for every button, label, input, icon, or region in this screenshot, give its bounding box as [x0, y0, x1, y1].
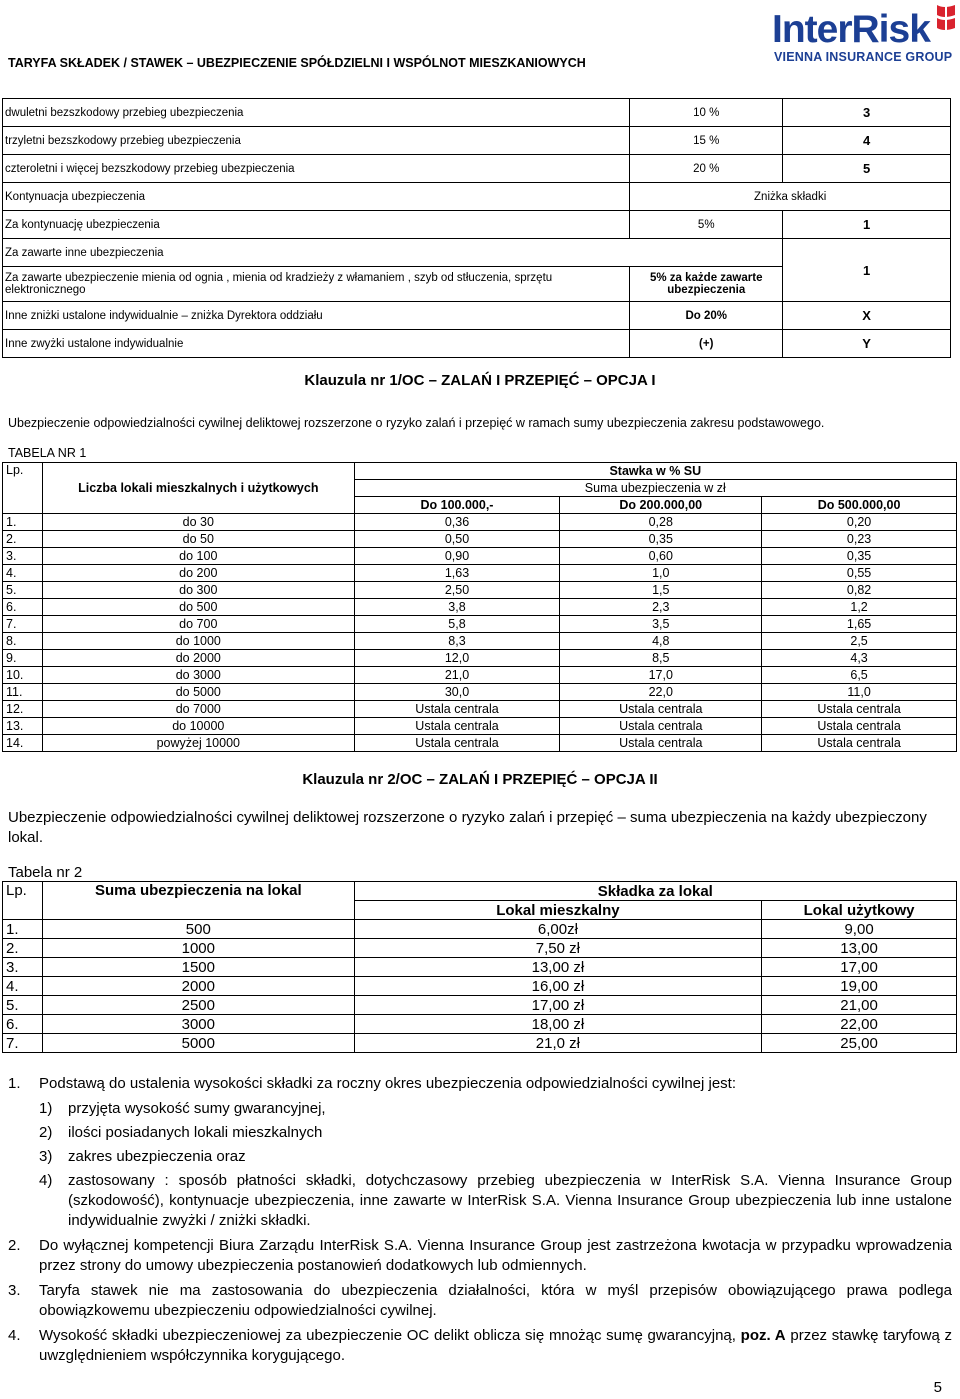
continuation-code: 1 — [783, 211, 951, 239]
note-text: przez stawkę taryfową z uwzględnieniem współczynnika korygującego. — [39, 1327, 953, 1364]
rate-cell: Ustala centrala — [354, 718, 560, 735]
note-item — [8, 1326, 952, 1366]
discount-label: dwuletni bezszkodowy przebieg ubezpieczenia — [3, 99, 630, 127]
discount-value: 10 % — [630, 99, 783, 127]
table-row — [3, 735, 957, 752]
table-row — [3, 99, 951, 127]
note-text: Wysokość składki ubezpieczeniowej za ubezpieczenie OC delikt oblicza się mnożąc sumę gwarancyjną, — [39, 1327, 736, 1344]
row-number: 9. — [3, 650, 43, 667]
discount-label: czteroletni i więcej bezszkodowy przebieg ubezpieczenia — [3, 155, 630, 183]
rate-cell: 0,55 — [762, 565, 957, 582]
note-number: 2. — [8, 1237, 21, 1254]
rate-table-2 — [2, 881, 957, 1053]
rate-cell: 1,5 — [560, 582, 762, 599]
premium-cell: 17,00 zł — [354, 996, 762, 1015]
subitem-text: zakres ubezpieczenia oraz — [68, 1148, 246, 1165]
surcharge-value: (+) — [630, 330, 783, 358]
row-number: 1. — [3, 514, 43, 531]
premium-header: Składka za lokal — [354, 882, 956, 901]
sum-cell: 2500 — [42, 996, 354, 1015]
table-row — [3, 565, 957, 582]
table-row — [3, 183, 951, 211]
rate-cell: 0,35 — [560, 531, 762, 548]
rate-cell: 2,5 — [762, 633, 957, 650]
lokale-count-cell: do 700 — [42, 616, 354, 633]
rate-cell: 0,23 — [762, 531, 957, 548]
table-row — [3, 939, 957, 958]
table-row — [3, 684, 957, 701]
row-number: 7. — [3, 1034, 43, 1053]
table-row — [3, 211, 951, 239]
rate-cell: Ustala centrala — [762, 718, 957, 735]
residential-header: Lokal mieszkalny — [354, 901, 762, 920]
commercial-header: Lokal użytkowy — [762, 901, 957, 920]
rate-cell: 2,3 — [560, 599, 762, 616]
surcharge-code: Y — [783, 330, 951, 358]
lokale-count-cell: do 50 — [42, 531, 354, 548]
note-number: 3. — [8, 1282, 21, 1299]
table-row — [3, 701, 957, 718]
note-item — [8, 1281, 952, 1321]
rate-cell: 1,0 — [560, 565, 762, 582]
rate-cell: 17,0 — [560, 667, 762, 684]
lokale-count-cell: do 30 — [42, 514, 354, 531]
table-row — [3, 1034, 957, 1053]
other-insurance-code: 1 — [783, 239, 951, 302]
rate-cell: 1,63 — [354, 565, 560, 582]
discount-code: 4 — [783, 127, 951, 155]
director-discount-code: X — [783, 302, 951, 330]
premium-cell: 13,00 — [762, 939, 957, 958]
sum-cell: 3000 — [42, 1015, 354, 1034]
lokale-count-cell: do 10000 — [42, 718, 354, 735]
row-number: 7. — [3, 616, 43, 633]
rate-cell: 0,28 — [560, 514, 762, 531]
lokale-count-cell: powyżej 10000 — [42, 735, 354, 752]
rate-cell: 11,0 — [762, 684, 957, 701]
rate-header: Stawka w % SU — [354, 463, 956, 480]
premium-cell: 21,0 zł — [354, 1034, 762, 1053]
premium-cell: 13,00 zł — [354, 958, 762, 977]
rate-cell: 0,60 — [560, 548, 762, 565]
surcharge-label: Inne zwyżki ustalone indywidualnie — [3, 330, 630, 358]
rate-cell: Ustala centrala — [560, 701, 762, 718]
sum-insured-header: Suma ubezpieczenia w zł — [354, 480, 956, 497]
rate-cell: Ustala centrala — [354, 701, 560, 718]
subitem-number: 3) — [39, 1148, 53, 1165]
lokale-count-cell: do 3000 — [42, 667, 354, 684]
rate-cell: 4,8 — [560, 633, 762, 650]
lokale-count-cell: do 5000 — [42, 684, 354, 701]
table-row — [3, 582, 957, 599]
table-row — [3, 1015, 957, 1034]
row-number: 4. — [3, 977, 43, 996]
rate-cell: 0,82 — [762, 582, 957, 599]
note-subitem — [8, 1171, 952, 1231]
other-insurance-label: Za zawarte ubezpieczenie mienia od ognia , mienia od kradzieży z włamaniem , szyb od stłuczenia, sprzętu elektronicznego — [3, 267, 630, 302]
row-number: 14. — [3, 735, 43, 752]
logo-flag-icon — [935, 4, 957, 30]
rate-cell: Ustala centrala — [560, 718, 762, 735]
rate-cell: 21,0 — [354, 667, 560, 684]
row-number: 2. — [3, 939, 43, 958]
discount-value: 15 % — [630, 127, 783, 155]
sum-cell: 2000 — [42, 977, 354, 996]
row-number: 12. — [3, 701, 43, 718]
table-header-row — [3, 463, 957, 480]
rate-cell: 1,65 — [762, 616, 957, 633]
rate-cell: 1,2 — [762, 599, 957, 616]
premium-cell: 18,00 zł — [354, 1015, 762, 1034]
table-row — [3, 920, 957, 939]
lokale-count-cell: do 500 — [42, 599, 354, 616]
table-row — [3, 548, 957, 565]
premium-cell: 16,00 zł — [354, 977, 762, 996]
lokale-count-cell: do 100 — [42, 548, 354, 565]
clause1-description: Ubezpieczenie odpowiedzialności cywilnej deliktowej rozszerzone o ryzyko zalań i przepięć w ramach sumy ubezpieczenia zakresu podstawowego. — [8, 416, 825, 430]
rate-cell: Ustala centrala — [762, 735, 957, 752]
table-row — [3, 616, 957, 633]
table-row — [3, 599, 957, 616]
table-row — [3, 650, 957, 667]
note-number: 4. — [8, 1327, 21, 1344]
other-insurance-header: Za zawarte inne ubezpieczenia — [3, 239, 783, 267]
row-number: 13. — [3, 718, 43, 735]
table-row — [3, 996, 957, 1015]
sum-cell: 500 — [42, 920, 354, 939]
table-row — [3, 127, 951, 155]
continuation-label: Za kontynuację ubezpieczenia — [3, 211, 630, 239]
premium-cell: 17,00 — [762, 958, 957, 977]
rate-table-1-body — [3, 514, 957, 752]
interrisk-logo — [772, 2, 957, 70]
row-number: 2. — [3, 531, 43, 548]
page-number: 5 — [933, 1379, 942, 1396]
note-subitem — [8, 1099, 952, 1119]
lokale-count-cell: do 7000 — [42, 701, 354, 718]
continuation-value: 5% — [630, 211, 783, 239]
note-text: Podstawą do ustalenia wysokości składki za roczny okres ubezpieczenia odpowiedzialności cywilnej jest: — [39, 1075, 737, 1092]
rate-cell: Ustala centrala — [560, 735, 762, 752]
lp-header: Lp. — [3, 882, 43, 920]
discount-code: 3 — [783, 99, 951, 127]
discount-value: 20 % — [630, 155, 783, 183]
logo-wordmark: InterRisk — [772, 8, 930, 51]
row-number: 5. — [3, 996, 43, 1015]
sum-cell: 5000 — [42, 1034, 354, 1053]
note-text: Do wyłącznej kompetencji Biura Zarządu InterRisk S.A. Vienna Insurance Group jest zastrzeżona kwotacja w przypadku wprowadzenia przez strony do umowy ubezpieczenia postanowień dodatkowych lub odmiennych. — [39, 1237, 952, 1274]
rate-cell: 30,0 — [354, 684, 560, 701]
note-item — [8, 1074, 952, 1094]
other-insurance-value: 5% za każde zawarte ubezpieczenia — [630, 267, 783, 302]
logo-subtitle: VIENNA INSURANCE GROUP — [774, 50, 953, 64]
clause2-title: Klauzula nr 2/OC – ZALAŃ I PRZEPIĘĆ – OPCJA II — [302, 771, 658, 788]
table1-label: TABELA NR 1 — [8, 446, 87, 460]
premium-cell: 22,00 — [762, 1015, 957, 1034]
discount-code: 5 — [783, 155, 951, 183]
column-header: Do 200.000,00 — [560, 497, 762, 514]
column-header: Do 100.000,- — [354, 497, 560, 514]
table-row — [3, 977, 957, 996]
subitem-number: 2) — [39, 1124, 53, 1141]
rate-cell: 3,5 — [560, 616, 762, 633]
row-number: 10. — [3, 667, 43, 684]
sum-cell: 1500 — [42, 958, 354, 977]
subitem-number: 1) — [39, 1100, 53, 1117]
director-discount-label: Inne zniżki ustalone indywidualnie – zniżka Dyrektora oddziału — [3, 302, 630, 330]
subitem-text: przyjęta wysokość sumy gwarancyjnej, — [68, 1100, 326, 1117]
sum-cell: 1000 — [42, 939, 354, 958]
rate-cell: 0,36 — [354, 514, 560, 531]
table-row — [3, 667, 957, 684]
premium-cell: 9,00 — [762, 920, 957, 939]
rate-cell: 0,20 — [762, 514, 957, 531]
row-number: 3. — [3, 548, 43, 565]
lokale-count-cell: do 300 — [42, 582, 354, 599]
row-number: 5. — [3, 582, 43, 599]
subitem-text: zastosowany : sposób płatności składki, dotychczasowy przebieg ubezpieczenia w InterRisk S.A. Vienna Insurance Group (szkodowość), kontynuacje ubezpieczenia, inne zawarte w InterRisk S.A. Vienna Insurance Group ubezpieczenia lub inne ustalone indywidualnie zwyżki / zniżki składki. — [68, 1172, 952, 1229]
rate-cell: 22,0 — [560, 684, 762, 701]
row-number: 6. — [3, 599, 43, 616]
lokale-count-cell: do 2000 — [42, 650, 354, 667]
note-item — [8, 1236, 952, 1276]
rate-cell: 3,8 — [354, 599, 560, 616]
table-row — [3, 958, 957, 977]
note-emphasis: poz. A — [740, 1327, 786, 1344]
table-row — [3, 302, 951, 330]
lp-header: Lp. — [3, 463, 43, 514]
rate-cell: 8,5 — [560, 650, 762, 667]
lokale-count-header: Liczba lokali mieszkalnych i użytkowych — [42, 463, 354, 514]
clause2-description: Ubezpieczenie odpowiedzialności cywilnej deliktowej rozszerzone o ryzyko zalań i przepięć – suma ubezpieczenia na każdy ubezpieczony lokal. — [8, 809, 927, 846]
subitem-text: ilości posiadanych lokali mieszkalnych — [68, 1124, 323, 1141]
row-number: 4. — [3, 565, 43, 582]
clause1-title: Klauzula nr 1/OC – ZALAŃ I PRZEPIĘĆ – OPCJA I — [304, 372, 656, 389]
rate-cell: 0,90 — [354, 548, 560, 565]
rate-table-1 — [2, 462, 957, 752]
rate-cell: Ustala centrala — [354, 735, 560, 752]
table-row — [3, 330, 951, 358]
rate-cell: Ustala centrala — [762, 701, 957, 718]
note-number: 1. — [8, 1075, 21, 1092]
table-row — [3, 718, 957, 735]
row-number: 1. — [3, 920, 43, 939]
notes-list — [8, 1074, 952, 1366]
lokale-count-cell: do 1000 — [42, 633, 354, 650]
rate-cell: 0,50 — [354, 531, 560, 548]
lokale-count-cell: do 200 — [42, 565, 354, 582]
sum-per-unit-header: Suma ubezpieczenia na lokal — [42, 882, 354, 920]
premium-cell: 21,00 — [762, 996, 957, 1015]
discount-table — [2, 98, 951, 358]
column-header: Do 500.000,00 — [762, 497, 957, 514]
document-title: TARYFA SKŁADEK / STAWEK – UBEZPIECZENIE SPÓŁDZIELNI I WSPÓLNOT MIESZKANIOWYCH — [8, 56, 586, 70]
premium-cell: 19,00 — [762, 977, 957, 996]
subitem-number: 4) — [39, 1172, 53, 1189]
rate-cell: 4,3 — [762, 650, 957, 667]
table-row — [3, 514, 957, 531]
rate-cell: 2,50 — [354, 582, 560, 599]
note-subitem — [8, 1123, 952, 1143]
director-discount-value: Do 20% — [630, 302, 783, 330]
row-number: 8. — [3, 633, 43, 650]
table-row — [3, 239, 951, 267]
note-text: Taryfa stawek nie ma zastosowania do ubezpieczenia działalności, która w myśl przepisów obowiązującego prawa podlega obowiązkowemu ubezpieczeniu odpowiedzialności cywilnej. — [39, 1282, 952, 1319]
note-subitem — [8, 1147, 952, 1167]
table-header-row — [3, 882, 957, 901]
table2-label: Tabela nr 2 — [8, 864, 83, 881]
table-row — [3, 155, 951, 183]
rate-cell: 0,35 — [762, 548, 957, 565]
discount-label: trzyletni bezszkodowy przebieg ubezpieczenia — [3, 127, 630, 155]
premium-cell: 6,00zł — [354, 920, 762, 939]
rate-table-2-body — [3, 920, 957, 1053]
rate-cell: 12,0 — [354, 650, 560, 667]
table-row — [3, 633, 957, 650]
rate-cell: 8,3 — [354, 633, 560, 650]
premium-cell: 25,00 — [762, 1034, 957, 1053]
continuation-header-value: Zniżka składki — [630, 183, 951, 211]
row-number: 11. — [3, 684, 43, 701]
premium-cell: 7,50 zł — [354, 939, 762, 958]
rate-cell: 5,8 — [354, 616, 560, 633]
rate-cell: 6,5 — [762, 667, 957, 684]
row-number: 3. — [3, 958, 43, 977]
table-row — [3, 531, 957, 548]
row-number: 6. — [3, 1015, 43, 1034]
continuation-header-label: Kontynuacja ubezpieczenia — [3, 183, 630, 211]
